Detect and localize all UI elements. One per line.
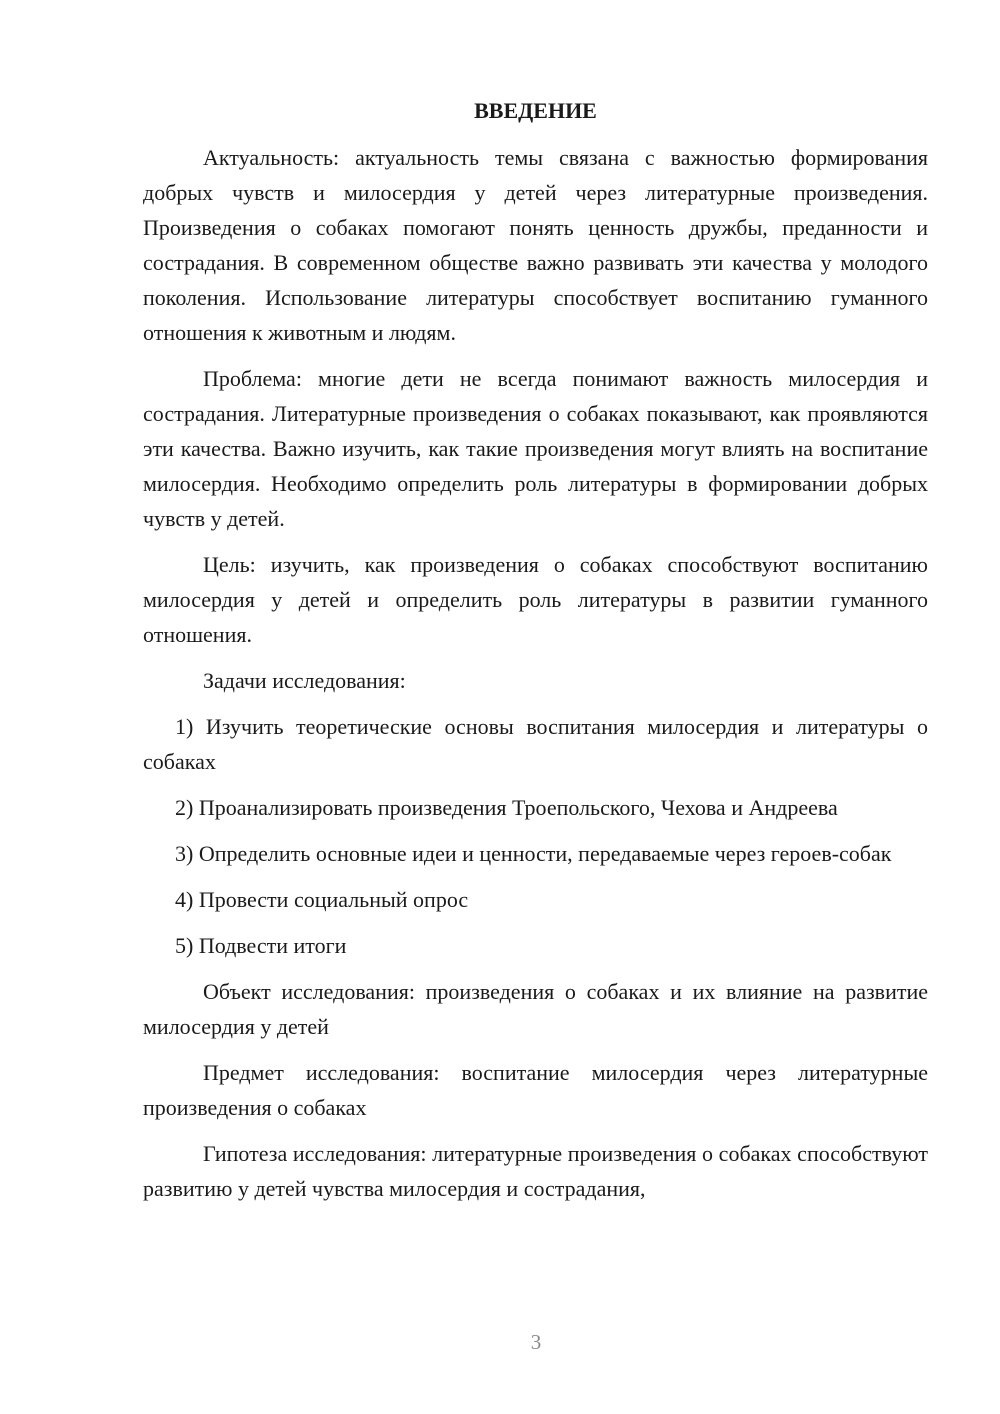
paragraph-problem: Проблема: многие дети не всегда понимают важность милосердия и сострадания. Литературные произведения о собаках показывают, как проявляются эти качества. Важно изучить, как такие произведения могут влиять на воспитание милосердия. Необходимо определить роль литературы в формировании добрых чувств у детей. [143,366,928,531]
page-number: 3 [530,1330,542,1354]
paragraph-subject: Предмет исследования: воспитание милосердия через литературные произведения о собаках [143,1060,928,1120]
task-item-5: 5) Подвести итоги [175,933,347,958]
task-item-4: 4) Провести социальный опрос [175,887,469,912]
paragraph-hypothesis: Гипотеза исследования: литературные произведения о собаках способствуют развитию у детей чувства милосердия и сострадания, [143,1141,928,1201]
tasks-heading: Задачи исследования: [203,668,406,693]
paragraph-goal: Цель: изучить, как произведения о собаках способствуют воспитанию милосердия у детей и определить роль литературы в развитии гуманного отношения. [143,552,928,647]
task-item-1: 1) Изучить теоретические основы воспитания милосердия и литературы о собаках [143,714,928,774]
section-title: ВВЕДЕНИЕ [474,98,597,123]
document-body [143,92,928,1217]
paragraph-relevance: Актуальность: актуальность темы связана с важностью формирования добрых чувств и милосердия у детей через литературные произведения. Произведения о собаках помогают понять ценность дружбы, преданности и сострадания. В современном обществе важно развивать эти качества у молодого поколения. Использование литературы способствует воспитанию гуманного отношения к животным и людям. [143,145,928,345]
paragraph-object: Объект исследования: произведения о собаках и их влияние на развитие милосердия у детей [143,979,928,1039]
task-item-3: 3) Определить основные идеи и ценности, передаваемые через героев-собак [175,841,892,866]
task-item-2: 2) Проанализировать произведения Троепольского, Чехова и Андреева [175,795,838,820]
